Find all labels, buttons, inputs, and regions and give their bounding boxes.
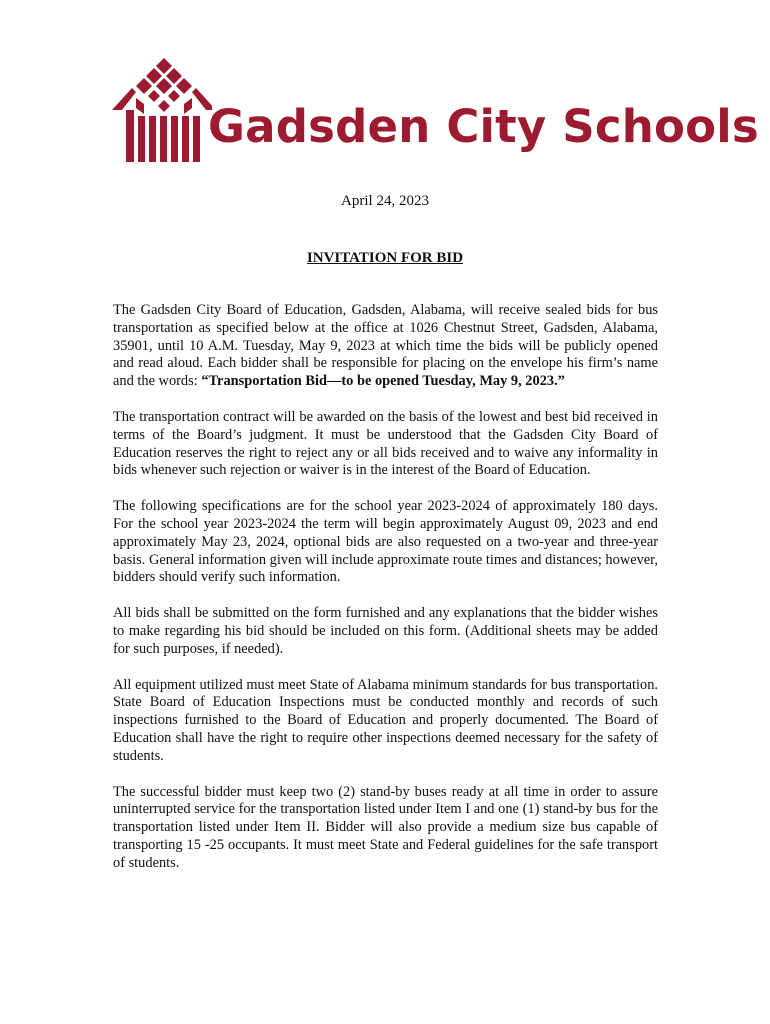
paragraph-specifications: The following specifications are for the school year 2023-2024 of approximately 180 days. For the school year 2023-2024 the term will begin approximately August 09, 2023 and end approximately May 23, 2024, optional bids are also requested on a two-year and three-year basis. General information given will include approximate route times and distances; however, bidders should verify such information. [113,498,658,586]
envelope-label-text: “Transportation Bid—to be opened Tuesday, May 9, 2023.” [201,373,565,390]
paragraph-text: The Gadsden City Board of Education, Gadsden, Alabama, will receive sealed bids for bus transportation as specified below at the office at 1026 Chestnut Street, Gadsden, Alabama, 35901, until 10 A.M. Tuesday, May 9, 2023 at which time the bids will be publicly opened and read aloud. Each bidder shall be responsible for placing on the envelope his firm’s name and the words: [113,302,658,390]
document-title: INVITATION FOR BID [306,250,464,266]
schoolhouse-logo-icon [112,58,212,168]
letter-date: April 24, 2023 [341,193,429,209]
letter-body [113,302,658,891]
paragraph-equipment: All equipment utilized must meet State of Alabama minimum standards for bus transportation. State Board of Education Inspections must be conducted monthly and records of such inspections furnished to the Board of Education and properly documented. The Board of Education shall have the right to require other inspections deemed necessary for the safety of students. [113,676,658,764]
logo-wordmark: Gadsden City Schools [208,100,759,153]
paragraph-standby-buses: The successful bidder must keep two (2) stand-by buses ready at all time in order to assure uninterrupted service for the transportation listed under Item I and one (1) stand-by bus for the transportation listed under Item II. Bidder will also provide a medium size bus capable of transporting 15 -25 occupants. It must meet State and Federal guidelines for the safe transport of students. [113,783,658,871]
paragraph-bid-form: All bids shall be submitted on the form furnished and any explanations that the bidder wishes to make regarding his bid should be included on this form. (Additional sheets may be added for such purposes, if needed). [113,605,658,657]
school-logo [112,58,759,170]
paragraph-contract-award: The transportation contract will be awarded on the basis of the lowest and best bid received in terms of the Board’s judgment. It must be understood that the Gadsden City Board of Education reserves the right to reject any or all bids received and to waive any informality in bids whenever such rejection or waiver is in the interest of the Board of Education. [113,408,658,479]
paragraph-bid-receipt [113,302,658,391]
